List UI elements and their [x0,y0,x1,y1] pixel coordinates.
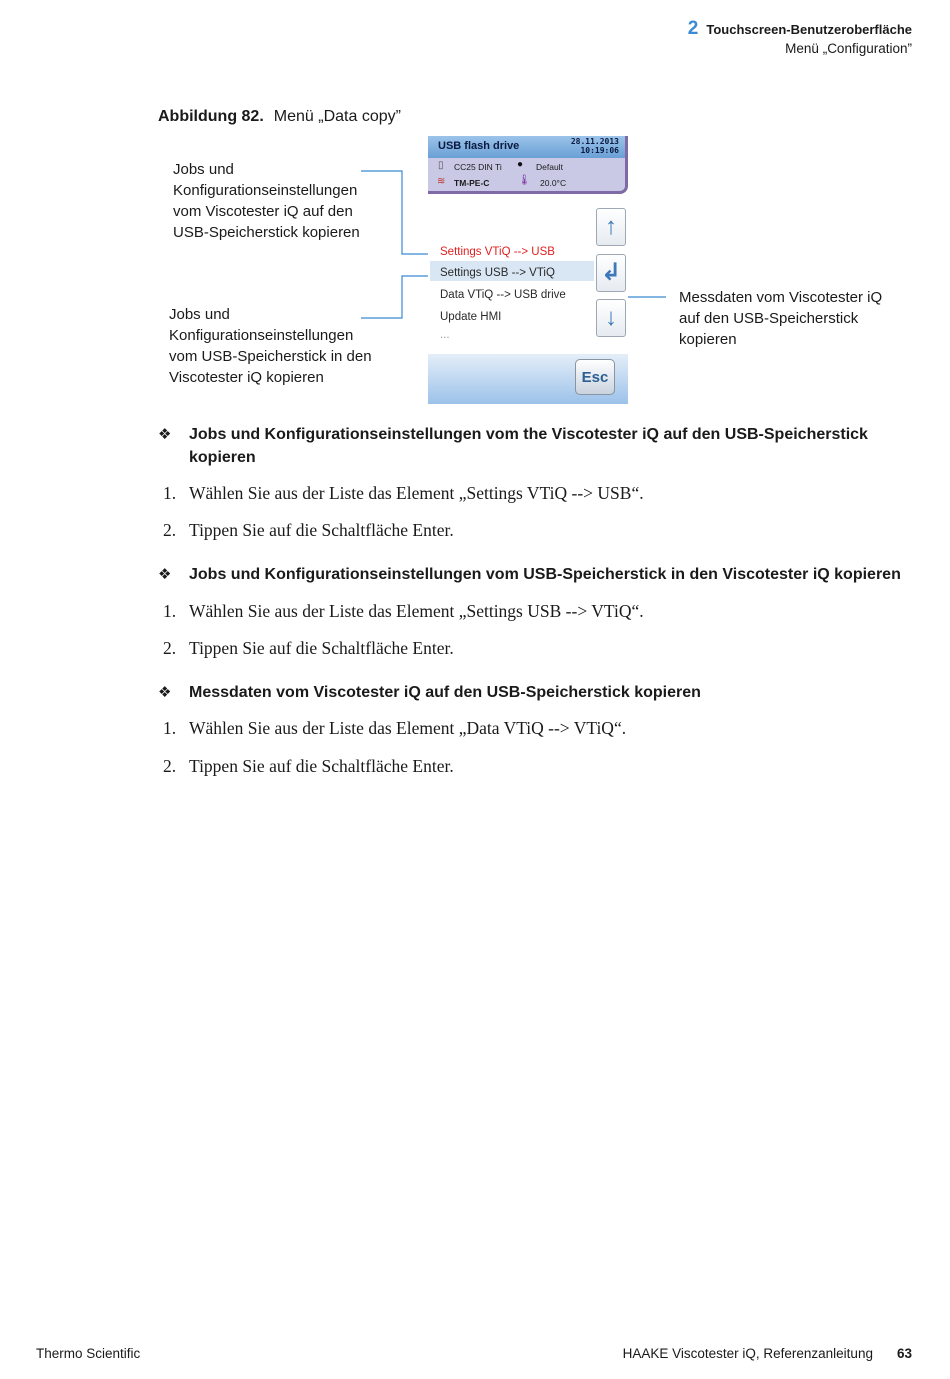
enter-arrow-icon: ↲ [600,259,622,286]
page-number: 63 [896,1346,912,1361]
user-icon: ● [517,159,524,170]
enter-button[interactable] [596,254,626,292]
screen-status-panel [428,136,628,194]
screen-temperature: 20.0°C [540,178,567,188]
scroll-down-button[interactable] [596,299,626,337]
callout-data-to-usb: Messdaten vom Viscotester iQ auf den USB-Speicherstick kopieren [679,289,883,348]
screen-time: 10:19:06 [580,146,619,155]
menu-item-update-hmi[interactable]: Update HMI [440,311,502,323]
diamond-bullet-icon: ❖ [158,684,172,701]
scroll-up-button[interactable] [596,208,626,246]
step-1-1: 1. Wählen Sie aus der Liste das Element „Settings VTiQ --> USB“. [163,483,644,503]
step-2-2: 2. Tippen Sie auf die Schaltfläche Enter. [163,638,454,658]
step-1-2: 2. Tippen Sie auf die Schaltfläche Enter. [163,520,454,540]
chapter-number: 2 [687,18,699,39]
footer-document [623,1346,912,1361]
menu-item-data-vtiq-to-usb[interactable]: Data VTiQ --> USB drive [440,289,566,301]
chapter-title: Touchscreen-Benutzeroberfläche [706,22,912,37]
esc-button[interactable]: Esc [575,359,615,395]
screen-title: USB flash drive [438,140,520,152]
callout-usb-to-settings: Jobs und Konfigurationseinstellungen vom USB-Speicherstick in den Viscotester iQ kopieren [169,306,372,386]
step-3-1: 1. Wählen Sie aus der Liste das Element „Data VTiQ --> VTiQ“. [163,718,627,738]
sensor-icon: ≋ [437,176,446,187]
diamond-bullet-icon: ❖ [158,426,172,443]
screen-device: CC25 DIN Ti [454,162,502,172]
callout-line-usb-to-settings [361,276,436,318]
footer-document-title: HAAKE Viscotester iQ, Referenzanleitung [622,1346,873,1361]
screen-titlebar [428,136,625,158]
device-icon: ▯ [438,160,444,171]
thermometer-icon: 🌡 [518,175,531,186]
callout-settings-to-usb: Jobs und Konfigurationseinstellungen vom Viscotester iQ auf den USB-Speicherstick kopieren [173,161,360,241]
figure-title: Menü „Data copy” [273,108,401,125]
screen-date: 28.11.2013 [570,137,619,146]
footer-company: Thermo Scientific [36,1346,141,1361]
arrow-down-icon: ↓ [605,304,617,331]
menu-item-settings-vtiq-to-usb[interactable]: Settings VTiQ --> USB [440,246,555,258]
menu-item-more[interactable]: ... [440,329,450,341]
arrow-up-icon: ↑ [605,213,617,240]
figure-label: Abbildung 82. [158,108,264,125]
device-screen [428,136,628,404]
step-3-2: 2. Tippen Sie auf die Schaltfläche Enter. [163,756,454,776]
running-header-section: Menü „Configuration” [785,41,912,56]
diamond-bullet-icon: ❖ [158,566,172,583]
callout-line-settings-to-usb [361,171,436,254]
menu-item-settings-usb-to-vtiq[interactable]: Settings USB --> VTiQ [440,267,555,279]
screen-sensor: TM-PE-C [454,178,490,188]
screen-user: Default [536,162,563,172]
step-2-1: 1. Wählen Sie aus der Liste das Element „Settings USB --> VTiQ“. [163,601,644,621]
screen-datetime [571,137,619,155]
